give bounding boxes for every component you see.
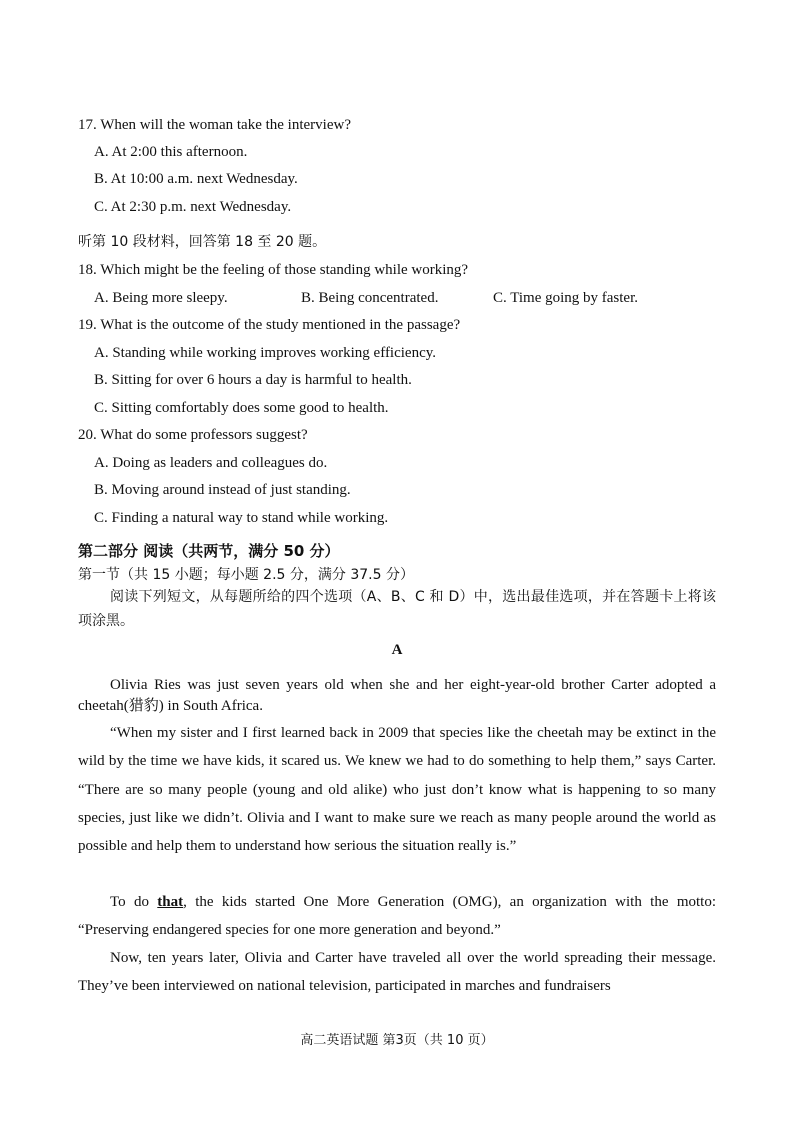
question-20-stem: 20. What do some professors suggest? bbox=[78, 427, 308, 443]
part-heading: 第二部分 阅读（共两节，满分 50 分） bbox=[78, 542, 340, 560]
question-17-stem: 17. When will the woman take the interview? bbox=[78, 117, 351, 133]
question-19-option-a: A. Standing while working improves working efficiency. bbox=[94, 345, 437, 361]
question-17-option-b: B. At 10:00 a.m. next Wednesday. bbox=[94, 171, 298, 187]
question-20-option-c: C. Finding a natural way to stand while working. bbox=[94, 510, 389, 526]
passage-paragraph-3 bbox=[78, 888, 716, 945]
listening-instruction: 听第 10 段材料，回答第 18 至 20 题。 bbox=[78, 234, 327, 250]
question-19-option-b: B. Sitting for over 6 hours a day is harmful to health. bbox=[94, 372, 412, 388]
paragraph-3-rest: , the kids started One More Generation (OMG), an organization with the motto: “Preserving endangered species for one more generation and beyond.” bbox=[78, 894, 716, 939]
question-19-option-c: C. Sitting comfortably does some good to health. bbox=[94, 400, 389, 416]
question-18-option-b: B. Being concentrated. bbox=[301, 290, 439, 306]
question-18-option-c: C. Time going by faster. bbox=[493, 290, 639, 306]
question-18-option-a: A. Being more sleepy. bbox=[94, 290, 228, 306]
question-18-stem: 18. Which might be the feeling of those standing while working? bbox=[78, 262, 469, 278]
question-20-option-a: A. Doing as leaders and colleagues do. bbox=[94, 455, 328, 471]
passage-paragraph-1: Olivia Ries was just seven years old when she and her eight-year-old brother Carter adopted a cheetah(猎豹) in South Africa. bbox=[78, 677, 716, 714]
section-heading: 第一节（共 15 小题；每小题 2.5 分，满分 37.5 分） bbox=[78, 567, 414, 583]
page-footer: 高二英语试题 第3页（共 10 页） bbox=[300, 1033, 494, 1048]
passage-label: A bbox=[391, 642, 403, 658]
passage-paragraph-4: Now, ten years later, Olivia and Carter have traveled all over the world spreading their message. They’ve been interviewed on national television, participated in marches and fundraisers bbox=[78, 950, 716, 995]
section-instruction: 阅读下列短文，从每题所给的四个选项（A、B、C 和 D）中，选出最佳选项，并在答题卡上将该项涂黑。 bbox=[78, 589, 716, 629]
question-20-option-b: B. Moving around instead of just standing. bbox=[94, 482, 351, 498]
question-17-option-a: A. At 2:00 this afternoon. bbox=[94, 144, 248, 160]
passage-paragraph-2: “When my sister and I first learned back in 2009 that species like the cheetah may be extinct in the wild by the time we have kids, it scared us. We knew we had to do something to help them,” says Carter. “There are so many people (young and old alike) who just don’t know what is happening to so many species, just like we didn’t. Olivia and I want to make sure we reach as many people around the world as possible and help them to understand how serious the situation really is.” bbox=[78, 725, 716, 855]
paragraph-3-lead: To do bbox=[110, 894, 158, 910]
underlined-word: that bbox=[157, 894, 184, 910]
question-19-stem: 19. What is the outcome of the study mentioned in the passage? bbox=[78, 317, 461, 333]
question-17-option-c: C. At 2:30 p.m. next Wednesday. bbox=[94, 199, 292, 215]
